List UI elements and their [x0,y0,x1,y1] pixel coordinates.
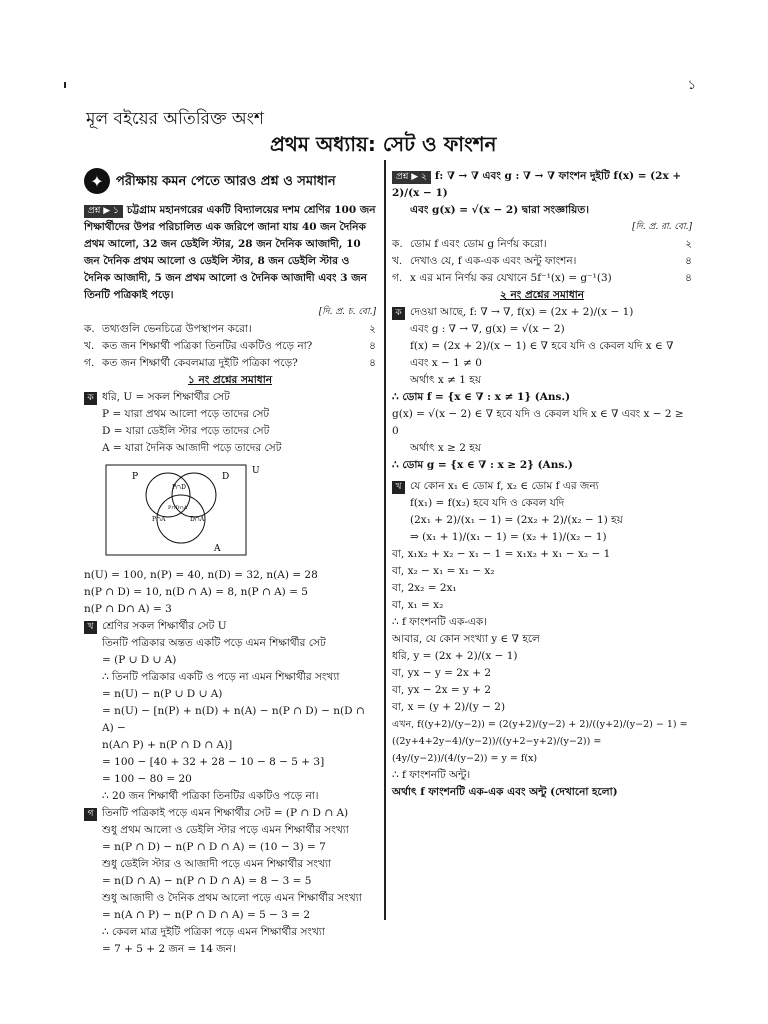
answer-a: ক দেওয়া আছে, f: ∇ → ∇, f(x) = (2x + 2)/(x − 1) এবং g : ∇ → ∇, g(x) = √(x − 2) f(x) = (2x + 2)/(x − 1) ∈ ∇ হবে যদি ও কেবল যদি x ∈ ∇ এবং x − 1 ≠ 0 অর্থাৎ x ≠ 1 হয় ∴ ডোম f = {x ∈ ∇ : x ≠ 1} (Ans.) g(x) = √(x − 2) ∈ ∇ হবে যদি ও কেবল যদি x ∈ ∇ এবং x − 2 ≥ 0 অর্থাৎ x ≥ 2 হয় ∴ ডোম g = {x ∈ ∇ : x ≥ 2} (Ans.) [392,306,684,471]
label-da: D∩A [190,516,205,523]
label-p: P [132,472,139,482]
answer-b: খ যে কোন x₁ ∈ ডোম f, x₂ ∈ ডোম f এর জন্য f(x₁) = f(x₂) হবে যদি ও কেবল যদি (2x₁ + 2)/(x₁ − 1) = (2x₂ + 2)/(x₂ − 1) হয় ⇒ (x₁ + 1)/(x₁ − 1) = (x₂ + 1)/(x₂ − 1) বা, x₁x₂ + x₂ − x₁ − 1 = x₁x₂ + x₁ − x₂ − 1 বা, x₂ − x₁ = x₁ − x₂ বা, 2x₂ = 2x₁ বা, x₁ = x₂ ∴ f ফাংশনটি এক-এক। আবার, যে কোন সংখ্যা y ∈ ∇ হলে ধরি, y = (2x + 2)/(x − 1) বা, yx − y = 2x + 2 বা, yx − 2x = y + 2 বা, x = (y + 2)/(y − 2) এখন, f((y+2)/(y−2)) = (2(y+2)/(y−2) + 2)/((y+2)/(y−2) − 1) = ((2y+4+2y−4)/(y−2))/((y+2−y+2)/(y−2)) = (4y/(y−2))/(4/(y−2)) = y = f(x) ∴ f ফাংশনটি অন্টু। অর্থাৎ f ফাংশনটি এক-এক এবং অন্টু (দেখানো হলো) [392,480,688,798]
answer-b: খ শ্রেণির সকল শিক্ষার্থীর সেট U তিনটি পত্রিকার অন্তত একটি পড়ে এমন শিক্ষার্থীর সেট = (P ∪ D ∪ A) ∴ তিনটি পত্রিকার একটি ও পড়ে না এমন শিক্ষার্থীর সংখ্যা = n(U) − n(P ∪ D ∪ A) = n(U) − [n(P) + n(D) + n(A) − n(P ∩ D) − n(D ∩ A) − n(A∩ P) + n(P ∩ D ∩ A)] = 100 − [40 + 32 + 28 − 10 − 8 − 5 + 3] = 100 − 80 = 20 ∴ 20 জন শিক্ষার্থী পত্রিকা তিনটির একটিও পড়ে না। [84,618,376,805]
label-d: D [222,472,230,482]
question-stem: চট্টগ্রাম মহানগরের একটি বিদ্যালয়ের দশম শ্রেণির 100 জন শিক্ষার্থীদের উপর পরিচালিত এক জরিপে জানা যায় 40 জন দৈনিক প্রথম আলো, 32 জন ডেইলি স্টার, 28 জন দৈনিক আজাদী, 10 জন দৈনিক প্রথম আলো ও ডেইলি স্টার, 8 জন ডেইলি স্টার ও দৈনিক আজাদী, 5 জন প্রথম আলো ও দৈনিক আজাদী এবং 3 জন তিনটি পত্রিকাই পড়ে। [84,204,376,301]
supplement-heading: মূল বইয়ের অতিরিক্ত অংশ [86,109,264,129]
question-1 [84,202,376,304]
source-cite: [দি. প্র. চ. বো.] [318,307,376,317]
question-2 [392,168,692,202]
venn-diagram [102,461,262,561]
question-part: গ. x এর মান নির্ণয় কর যেখানে 5f⁻¹(x) = g⁻¹(3) ৪ [392,272,692,284]
logo-icon: ✦ [84,168,110,194]
banner-text: পরীক্ষায় কমন পেতে আরও প্রশ্ন ও সমাধান [116,173,336,189]
question-part: ক. তথ্যগুলি ভেনচিত্রে উপস্থাপন করো। ২ [84,323,376,335]
solution-title: ২ নং প্রশ্নের সমাধান [499,289,585,301]
answer-c: গ তিনটি পত্রিকাই পড়ে এমন শিক্ষার্থীর সেট = (P ∩ D ∩ A) শুধু প্রথম আলো ও ডেইলি স্টার পড়ে এমন শিক্ষার্থীর সংখ্যা = n(P ∩ D) − n(P ∩ D ∩ A) = (10 − 3) = 7 শুধু ডেইলি স্টার ও আজাদী পড়ে এমন শিক্ষার্থীর সংখ্যা = n(D ∩ A) − n(P ∩ D ∩ A) = 8 − 3 = 5 শুধু আজাদী ও দৈনিক প্রথম আলো পড়ে এমন শিক্ষার্থীর সংখ্যা = n(A ∩ P) − n(P ∩ D ∩ A) = 5 − 3 = 2 ∴ কেবল মাত্র দুইটি পত্রিকা পড়ে এমন শিক্ষার্থীর সংখ্যা = 7 + 5 + 2 জন = 14 জন। [84,805,376,958]
column-divider [384,160,386,920]
page-number: ১ [687,78,696,93]
margin-mark [64,82,66,88]
question-part: খ. কত জন শিক্ষার্থী পত্রিকা তিনটির একটিও পড়ে না? ৪ [84,340,376,352]
answer-a: ক ধরি, U = সকল শিক্ষার্থীর সেট P = যারা প্রথম আলো পড়ে তাদের সেট D = যারা ডেইলি স্টার পড়ে তাদের সেট A = যারা দৈনিক আজাদী পড়ে তাদের সেট [84,389,376,457]
question-stem: f: ∇ → ∇ এবং g : ∇ → ∇ ফাংশন দুইটি f(x) = (2x + 2)/(x − 1) [392,170,682,199]
solution-title: ১ নং প্রশ্নের সমাধান [187,374,272,386]
question-part: ক. ডোম f এবং ডোম g নির্ণয় করো। ২ [392,238,692,250]
source-cite: [দি. প্র. রা. বো.] [632,222,692,232]
question-tag: প্রশ্ন ▶ ২ [392,171,431,184]
label-pa: P∩A [152,516,166,523]
chapter-title: প্রথম অধ্যায়: সেট ও ফাংশন [270,132,497,156]
question-parts [84,321,376,372]
left-column [84,168,376,958]
answer-badge: খ [392,481,405,494]
label-u: U [252,466,260,476]
answer-badge: ক [392,307,405,320]
question-part: গ. কত জন শিক্ষার্থী কেবলমাত্র দুইটি পত্রিকা পড়ে? ৪ [84,357,376,369]
question-part: খ. দেখাও যে, f এক-এক এবং অন্টু ফাংশন। ৪ [392,255,692,267]
answer-badge: ক [84,392,97,405]
question-parts [392,236,692,287]
right-column [392,168,692,801]
question-tag: প্রশ্ন ▶ ১ [84,205,123,218]
label-a: A [214,544,221,554]
answer-badge: খ [84,621,97,634]
set-counts: n(U) = 100, n(P) = 40, n(D) = 32, n(A) = 28 n(P ∩ D) = 10, n(D ∩ A) = 8, n(P ∩ A) = 5 n(P ∩ D∩ A) = 3 [84,569,318,615]
section-banner [84,168,376,194]
answer-badge: গ [84,808,97,821]
label-pd: P∩D [172,484,186,491]
question-stem-cont: এবং g(x) = √(x − 2) দ্বারা সংজ্ঞায়িত। [410,204,589,216]
label-pda: P∩D∩A [168,505,188,511]
